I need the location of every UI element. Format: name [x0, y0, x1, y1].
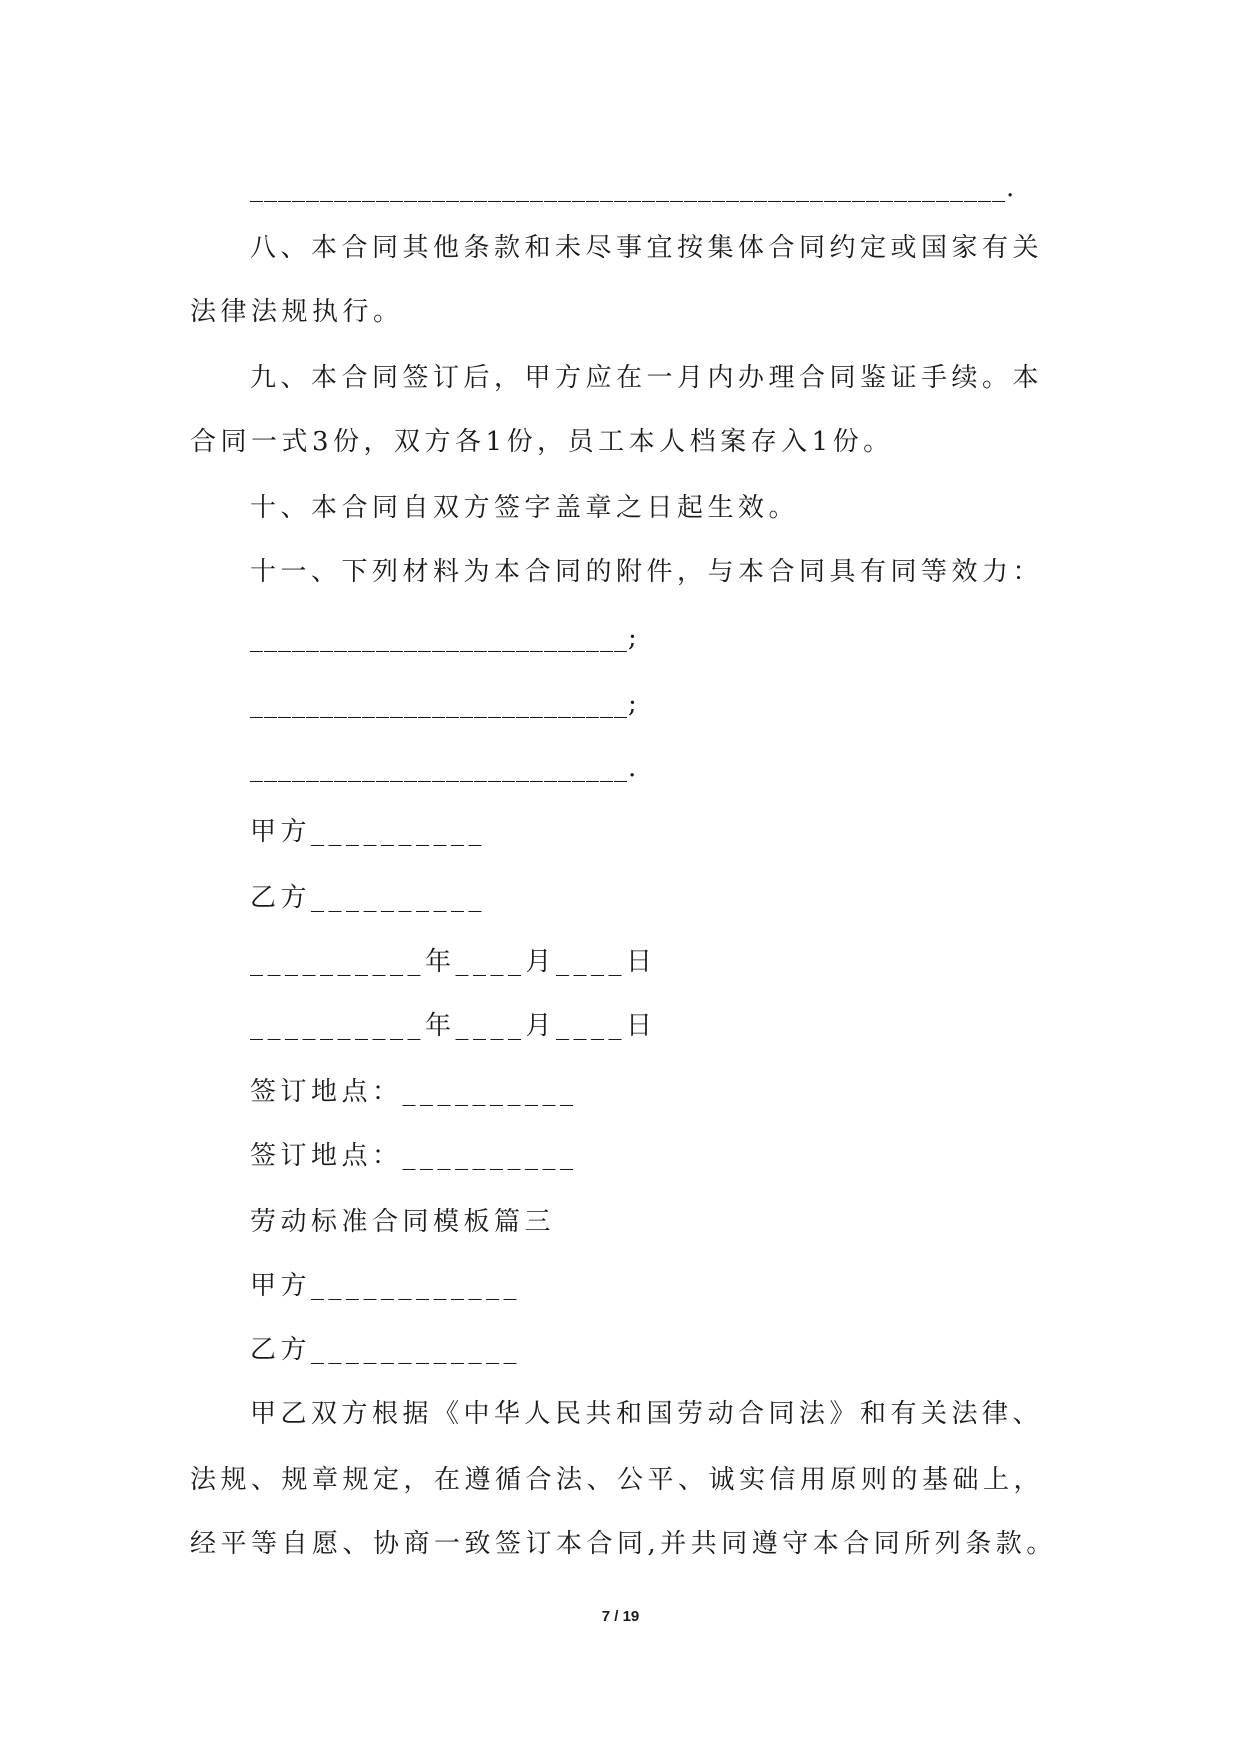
- clause-11: 十一、下列材料为本合同的附件，与本合同具有同等效力：: [250, 557, 1044, 587]
- clause-8-line-2: 法律法规执行。: [190, 297, 404, 327]
- attachment-blank-1: ___________________________;: [250, 623, 638, 653]
- clause-8-line-1: 八、本合同其他条款和未尽事宜按集体合同约定或国家有关: [250, 233, 1044, 263]
- preamble-line-3: 经平等自愿、协商一致签订本合同,并共同遵守本合同所列条款。: [190, 1529, 1057, 1559]
- signing-location-2: 签订地点：__________: [250, 1141, 578, 1171]
- party-a-line: 甲方____________: [250, 1271, 522, 1301]
- preamble-line-1: 甲乙双方根据《中华人民共和国劳动合同法》和有关法律、: [250, 1399, 1044, 1429]
- page-number: 7 / 19: [601, 1608, 640, 1625]
- clause-10: 十、本合同自双方签字盖章之日起生效。: [250, 493, 800, 523]
- date-line-1: __________年____月____日: [250, 947, 657, 977]
- signing-location-1: 签订地点：__________: [250, 1077, 578, 1107]
- preamble-line-2: 法规、规章规定，在遵循合法、公平、诚实信用原则的基础上，: [190, 1465, 1045, 1495]
- clause-9-line-1: 九、本合同签订后，甲方应在一月内办理合同鉴证手续。本: [250, 363, 1044, 393]
- party-b-signature: 乙方__________: [250, 883, 487, 913]
- blank-line: ______________________________________________________.: [250, 173, 1016, 203]
- clause-9-line-2: 合同一式3份，双方各1份，员工本人档案存入1份。: [190, 427, 894, 457]
- party-a-signature: 甲方__________: [250, 817, 487, 847]
- attachment-blank-2: ___________________________;: [250, 689, 638, 719]
- section-title: 劳动标准合同模板篇三: [250, 1207, 556, 1237]
- party-b-line: 乙方____________: [250, 1335, 522, 1365]
- date-line-2: __________年____月____日: [250, 1011, 657, 1041]
- attachment-blank-3: ___________________________.: [250, 753, 638, 783]
